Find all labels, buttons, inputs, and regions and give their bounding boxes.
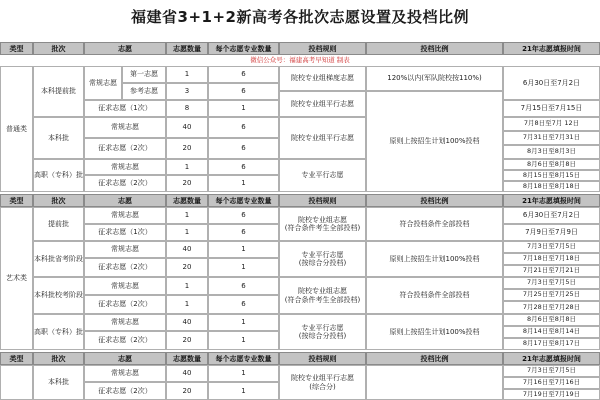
major-putong-benke-zq: 6 bbox=[208, 138, 279, 159]
date-putong-tiqian-2: 7月15日至7月15日 bbox=[503, 100, 600, 117]
header2-date: 21年志愿填报时间 bbox=[503, 194, 600, 207]
count-yishu-xiaokao-cg: 1 bbox=[166, 277, 208, 295]
header2-volunteer: 志愿 bbox=[84, 194, 166, 207]
rule-yishu-xiaokao: 院校专业组志愿 (符合条件考生全部投档) bbox=[279, 277, 366, 314]
count-yishu-gaozhi-zq: 20 bbox=[166, 331, 208, 350]
type-putong: 普通类 bbox=[0, 66, 33, 192]
header3-volunteer: 志愿 bbox=[84, 352, 166, 365]
date-putong-gaozhi-1: 8月6日至8月8日 bbox=[503, 159, 600, 170]
count-putong-benke-cg: 40 bbox=[166, 117, 208, 138]
major-tiyu-benke-zq: 1 bbox=[208, 382, 279, 400]
header2-rule: 投档规则 bbox=[279, 194, 366, 207]
batch-tiyu-benke: 本科批 bbox=[33, 365, 84, 400]
header3-type: 类型 bbox=[0, 352, 33, 365]
header-date: 21年志愿填报时间 bbox=[503, 42, 600, 55]
major-yishu-tiqian-cg: 6 bbox=[208, 207, 279, 224]
date-yishu-tiqian-1: 6月30日至7月2日 bbox=[503, 207, 600, 224]
type-yishu: 艺术类 bbox=[0, 207, 33, 350]
rule-putong-benke: 院校专业组平行志愿 bbox=[279, 117, 366, 159]
vol-yishu-gaozhi-cg: 常规志愿 bbox=[84, 314, 166, 331]
date-putong-benke-2: 7月31日至7月31日 bbox=[503, 131, 600, 145]
vol-yishu-tiqian-zq: 征求志愿（1次） bbox=[84, 224, 166, 241]
vol-putong-gaozhi-zq: 征求志愿（2次） bbox=[84, 175, 166, 192]
ratio-yishu-xiaokao: 符合投档条件全部投档 bbox=[366, 277, 503, 314]
date-yishu-shengkao-3: 7月21日至7月21日 bbox=[503, 265, 600, 277]
header-major-count: 每个志愿专业数量 bbox=[208, 42, 279, 55]
header3-date: 21年志愿填报时间 bbox=[503, 352, 600, 365]
batch-yishu-gaozhi: 高职（专科）批 bbox=[33, 314, 84, 350]
header-ratio: 投档比例 bbox=[366, 42, 503, 55]
date-yishu-tiqian-2: 7月9日至7月9日 bbox=[503, 224, 600, 241]
header2-volunteer-count: 志愿数量 bbox=[166, 194, 208, 207]
count-yishu-shengkao-cg: 40 bbox=[166, 241, 208, 258]
date-tiyu-benke-1: 7月3日至7月5日 bbox=[503, 365, 600, 377]
header3-ratio: 投档比例 bbox=[366, 352, 503, 365]
rule-putong-tiqian-a: 院校专业组梯度志愿 bbox=[279, 66, 366, 91]
vol-putong-gaozhi-cg: 常规志愿 bbox=[84, 159, 166, 175]
vol-yishu-shengkao-cg: 常规志愿 bbox=[84, 241, 166, 258]
ratio-putong-main: 原则上按招生计划100%投档 bbox=[366, 91, 503, 192]
header-batch: 批次 bbox=[33, 42, 84, 55]
count-yishu-gaozhi-cg: 40 bbox=[166, 314, 208, 331]
wechat-note: 微信公众号：福建高考早知道 制表 bbox=[250, 56, 350, 64]
count-tiyu-benke-zq: 20 bbox=[166, 382, 208, 400]
date-yishu-xiaokao-3: 7月28日至7月28日 bbox=[503, 301, 600, 314]
vol-putong-tiqian-zhengqiu: 征求志愿（1次） bbox=[84, 100, 166, 117]
major-yishu-gaozhi-cg: 1 bbox=[208, 314, 279, 331]
vol-yishu-tiqian-cg: 常规志愿 bbox=[84, 207, 166, 224]
date-yishu-xiaokao-2: 7月25日至7月25日 bbox=[503, 289, 600, 301]
batch-putong-tiqian: 本科提前批 bbox=[33, 66, 84, 117]
major-tiyu-benke-cg: 1 bbox=[208, 365, 279, 382]
batch-yishu-shengkao: 本科批省考阶段 bbox=[33, 241, 84, 277]
major-yishu-tiqian-zq: 6 bbox=[208, 224, 279, 241]
batch-putong-benke: 本科批 bbox=[33, 117, 84, 159]
count-putong-ref: 3 bbox=[166, 83, 208, 100]
date-putong-tiqian-1: 6月30日至7月2日 bbox=[503, 66, 600, 100]
rule-tiyu-benke: 院校专业组平行志愿 (综合分) bbox=[279, 365, 366, 400]
header3-major-count: 每个志愿专业数量 bbox=[208, 352, 279, 365]
header2-type: 类型 bbox=[0, 194, 33, 207]
header-type: 类型 bbox=[0, 42, 33, 55]
major-yishu-shengkao-zq: 1 bbox=[208, 258, 279, 277]
rule-yishu-shengkao: 专业平行志愿 (按综合分投档) bbox=[279, 241, 366, 277]
rule-putong-tiqian-b: 院校专业组平行志愿 bbox=[279, 91, 366, 117]
batch-yishu-tiqian: 提前批 bbox=[33, 207, 84, 241]
count-yishu-xiaokao-zq: 1 bbox=[166, 295, 208, 314]
count-yishu-tiqian-cg: 1 bbox=[166, 207, 208, 224]
vol-putong-ref: 参考志愿 bbox=[122, 83, 166, 100]
header2-major-count: 每个志愿专业数量 bbox=[208, 194, 279, 207]
header-rule: 投档规则 bbox=[279, 42, 366, 55]
major-putong-gaozhi-zq: 1 bbox=[208, 175, 279, 192]
date-yishu-gaozhi-3: 8月17日至8月17日 bbox=[503, 338, 600, 350]
major-putong-first: 6 bbox=[208, 66, 279, 83]
date-tiyu-benke-2: 7月16日至7月16日 bbox=[503, 377, 600, 389]
count-yishu-shengkao-zq: 20 bbox=[166, 258, 208, 277]
date-tiyu-benke-3: 7月19日至7月19日 bbox=[503, 389, 600, 400]
count-putong-benke-zq: 20 bbox=[166, 138, 208, 159]
count-putong-gaozhi-cg: 1 bbox=[166, 159, 208, 175]
major-putong-ref: 6 bbox=[208, 83, 279, 100]
date-yishu-gaozhi-2: 8月14日至8月14日 bbox=[503, 326, 600, 338]
date-putong-gaozhi-3: 8月18日至8月18日 bbox=[503, 181, 600, 192]
count-putong-first: 1 bbox=[166, 66, 208, 83]
date-yishu-shengkao-2: 7月18日至7月18日 bbox=[503, 253, 600, 265]
header2-ratio: 投档比例 bbox=[366, 194, 503, 207]
major-putong-gaozhi-cg: 6 bbox=[208, 159, 279, 175]
date-yishu-xiaokao-1: 7月3日至7月5日 bbox=[503, 277, 600, 289]
vol-putong-benke-cg: 常规志愿 bbox=[84, 117, 166, 138]
date-yishu-gaozhi-1: 8月6日至8月8日 bbox=[503, 314, 600, 326]
vol-yishu-xiaokao-cg: 常规志愿 bbox=[84, 277, 166, 295]
vol-putong-first: 第一志愿 bbox=[122, 66, 166, 83]
header2-batch: 批次 bbox=[33, 194, 84, 207]
batch-putong-gaozhi: 高职（专科）批 bbox=[33, 159, 84, 192]
header-volunteer-count: 志愿数量 bbox=[166, 42, 208, 55]
count-tiyu-benke-cg: 40 bbox=[166, 365, 208, 382]
ratio-yishu-shengkao: 原则上按招生计划100%投档 bbox=[366, 241, 503, 277]
header3-batch: 批次 bbox=[33, 352, 84, 365]
count-putong-tiqian-zq: 8 bbox=[166, 100, 208, 117]
ratio-putong-tiqian: 120%以内(军队院校按110%) bbox=[366, 66, 503, 91]
vol-yishu-gaozhi-zq: 征求志愿（2次） bbox=[84, 331, 166, 350]
ratio-tiyu-benke bbox=[366, 365, 503, 400]
major-yishu-shengkao-cg: 1 bbox=[208, 241, 279, 258]
header3-volunteer-count: 志愿数量 bbox=[166, 352, 208, 365]
vol-tiyu-benke-zq: 征求志愿（2次） bbox=[84, 382, 166, 400]
vol-yishu-shengkao-zq: 征求志愿（2次） bbox=[84, 258, 166, 277]
vol-yishu-xiaokao-zq: 征求志愿（2次） bbox=[84, 295, 166, 314]
major-putong-tiqian-zq: 1 bbox=[208, 100, 279, 117]
vol-tiyu-benke-cg: 常规志愿 bbox=[84, 365, 166, 382]
vol-putong-tiqian-changgui: 常规志愿 bbox=[84, 66, 122, 100]
major-yishu-xiaokao-zq: 6 bbox=[208, 295, 279, 314]
date-yishu-shengkao-1: 7月3日至7月5日 bbox=[503, 241, 600, 253]
rule-yishu-gaozhi: 专业平行志愿 (按综合分投档) bbox=[279, 314, 366, 350]
date-putong-gaozhi-2: 8月15日至8月15日 bbox=[503, 170, 600, 181]
count-putong-gaozhi-zq: 20 bbox=[166, 175, 208, 192]
count-yishu-tiqian-zq: 1 bbox=[166, 224, 208, 241]
major-yishu-gaozhi-zq: 1 bbox=[208, 331, 279, 350]
major-putong-benke-cg: 6 bbox=[208, 117, 279, 138]
rule-putong-gaozhi: 专业平行志愿 bbox=[279, 159, 366, 192]
vol-putong-benke-zq: 征求志愿（2次） bbox=[84, 138, 166, 159]
header-volunteer: 志愿 bbox=[84, 42, 166, 55]
rule-yishu-tiqian: 院校专业组志愿 (符合条件考生全部投档) bbox=[279, 207, 366, 241]
ratio-yishu-gaozhi: 原则上按招生计划100%投档 bbox=[366, 314, 503, 350]
date-putong-benke-3: 8月3日至8月3日 bbox=[503, 145, 600, 159]
major-yishu-xiaokao-cg: 6 bbox=[208, 277, 279, 295]
page-title: 福建省3+1+2新高考各批次志愿设置及投档比例 bbox=[131, 8, 469, 26]
header3-rule: 投档规则 bbox=[279, 352, 366, 365]
batch-yishu-xiaokao: 本科批校考阶段 bbox=[33, 277, 84, 314]
ratio-yishu-tiqian: 符合投档条件全部投档 bbox=[366, 207, 503, 241]
type-tiyu bbox=[0, 365, 33, 400]
date-putong-benke-1: 7月8日至7月 12日 bbox=[503, 117, 600, 131]
